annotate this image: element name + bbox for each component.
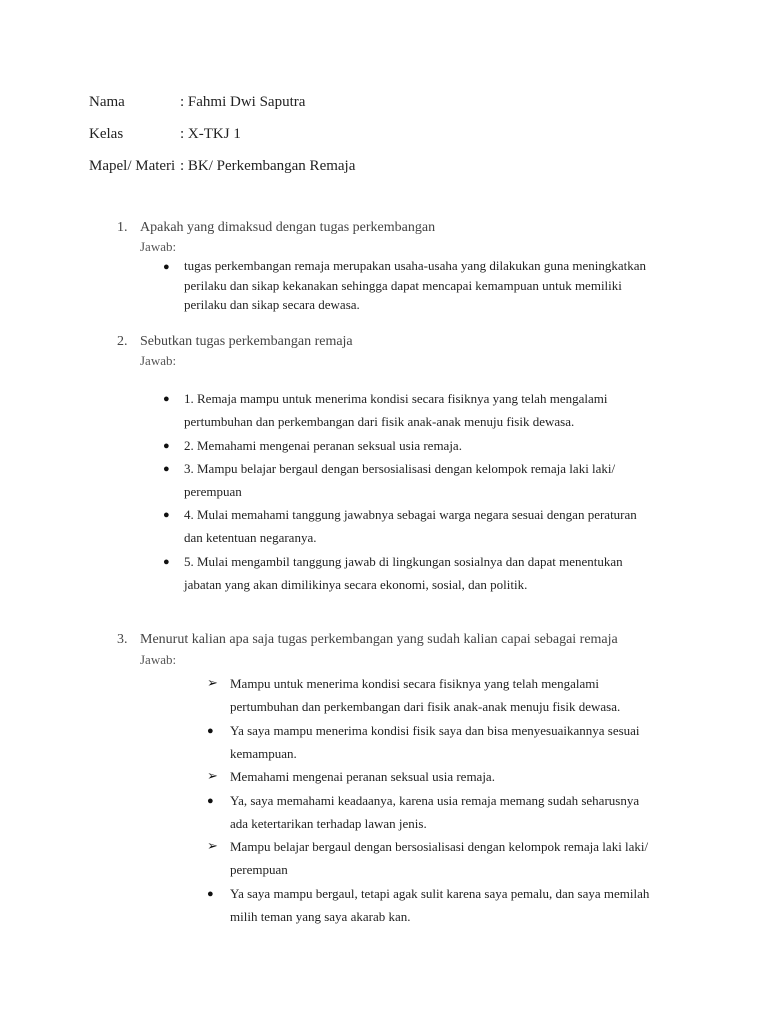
q3-item-line: kemampuan. xyxy=(230,746,297,761)
question-1-number: 1. xyxy=(117,220,128,235)
kelas-label: Kelas xyxy=(89,126,124,142)
q3-item-line: Ya saya mampu menerima kondisi fisik saya dan bisa menyesuaikannya sesuai xyxy=(230,723,640,738)
question-3-text: Menurut kalian apa saja tugas perkembangan yang sudah kalian capai sebagai remaja xyxy=(140,632,618,647)
bullet-icon: ● xyxy=(207,725,214,737)
arrowhead-bullet-icon: ➢ xyxy=(207,675,218,690)
question-3-number: 3. xyxy=(117,632,128,647)
arrowhead-bullet-icon: ➢ xyxy=(207,838,218,853)
q2-item-line: 1. Remaja mampu untuk menerima kondisi secara fisiknya yang telah mengalami xyxy=(184,391,608,406)
question-3-jawab: Jawab: xyxy=(140,652,177,667)
kelas-value: : X-TKJ 1 xyxy=(180,126,241,142)
question-2-text: Sebutkan tugas perkembangan remaja xyxy=(140,334,353,349)
mapel-value: : BK/ Perkembangan Remaja xyxy=(180,158,356,174)
q2-item-line: dan ketentuan negaranya. xyxy=(184,530,317,545)
bullet-icon: ● xyxy=(207,888,214,900)
q2-item-line: perempuan xyxy=(184,484,242,499)
question-1-jawab: Jawab: xyxy=(140,239,177,254)
q3-item-line: ada ketertarikan terhadap lawan jenis. xyxy=(230,816,427,831)
bullet-icon: ● xyxy=(163,556,170,568)
q3-item-line: Ya, saya memahami keadaanya, karena usia remaja memang sudah seharusnya xyxy=(230,793,640,808)
q2-item-line: 3. Mampu belajar bergaul dengan bersosialisasi dengan kelompok remaja laki laki/ xyxy=(184,461,616,476)
bullet-icon: ● xyxy=(207,795,214,807)
q2-item-line: pertumbuhan dan perkembangan dari fisik anak-anak menuju fisik dewasa. xyxy=(184,414,575,429)
q1-answer-line: perilaku dan sikap kekanakan sehingga dapat mencapai kemampuan untuk memiliki xyxy=(184,278,622,293)
q2-item-line: 4. Mulai memahami tanggung jawabnya sebagai warga negara sesuai dengan peraturan xyxy=(184,507,637,522)
question-2-jawab: Jawab: xyxy=(140,353,177,368)
q3-item-line: Ya saya mampu bergaul, tetapi agak sulit karena saya pemalu, dan saya memilah xyxy=(230,886,650,901)
bullet-icon: ● xyxy=(163,393,170,405)
bullet-icon: ● xyxy=(163,463,170,475)
q1-answer-line: tugas perkembangan remaja merupakan usaha-usaha yang dilakukan guna meningkatkan xyxy=(184,258,647,273)
bullet-icon: ● xyxy=(163,440,170,452)
q2-item-line: 2. Memahami mengenai peranan seksual usia remaja. xyxy=(184,438,462,453)
nama-value: : Fahmi Dwi Saputra xyxy=(180,94,306,110)
bullet-icon: ● xyxy=(163,261,170,273)
q3-item-line: Mampu belajar bergaul dengan bersosialisasi dengan kelompok remaja laki laki/ xyxy=(230,839,649,854)
q3-item-line: milih teman yang saya akarab kan. xyxy=(230,909,411,924)
q3-item-line: Mampu untuk menerima kondisi secara fisiknya yang telah mengalami xyxy=(230,676,599,691)
q3-item-line: pertumbuhan dan perkembangan dari fisik anak-anak menuju fisik dewasa. xyxy=(230,699,621,714)
q2-item-line: 5. Mulai mengambil tanggung jawab di lingkungan sosialnya dan dapat menentukan xyxy=(184,554,623,569)
q1-answer-line: perilaku dan sikap secara dewasa. xyxy=(184,297,360,312)
q3-item-line: perempuan xyxy=(230,862,288,877)
arrowhead-bullet-icon: ➢ xyxy=(207,768,218,783)
nama-label: Nama xyxy=(89,94,125,110)
q3-item-line: Memahami mengenai peranan seksual usia remaja. xyxy=(230,769,495,784)
question-2-number: 2. xyxy=(117,334,128,349)
q2-item-line: jabatan yang akan dimilikinya secara ekonomi, sosial, dan politik. xyxy=(184,577,528,592)
question-1-text: Apakah yang dimaksud dengan tugas perkembangan xyxy=(140,220,436,235)
bullet-icon: ● xyxy=(163,509,170,521)
mapel-label: Mapel/ Materi xyxy=(89,158,176,174)
